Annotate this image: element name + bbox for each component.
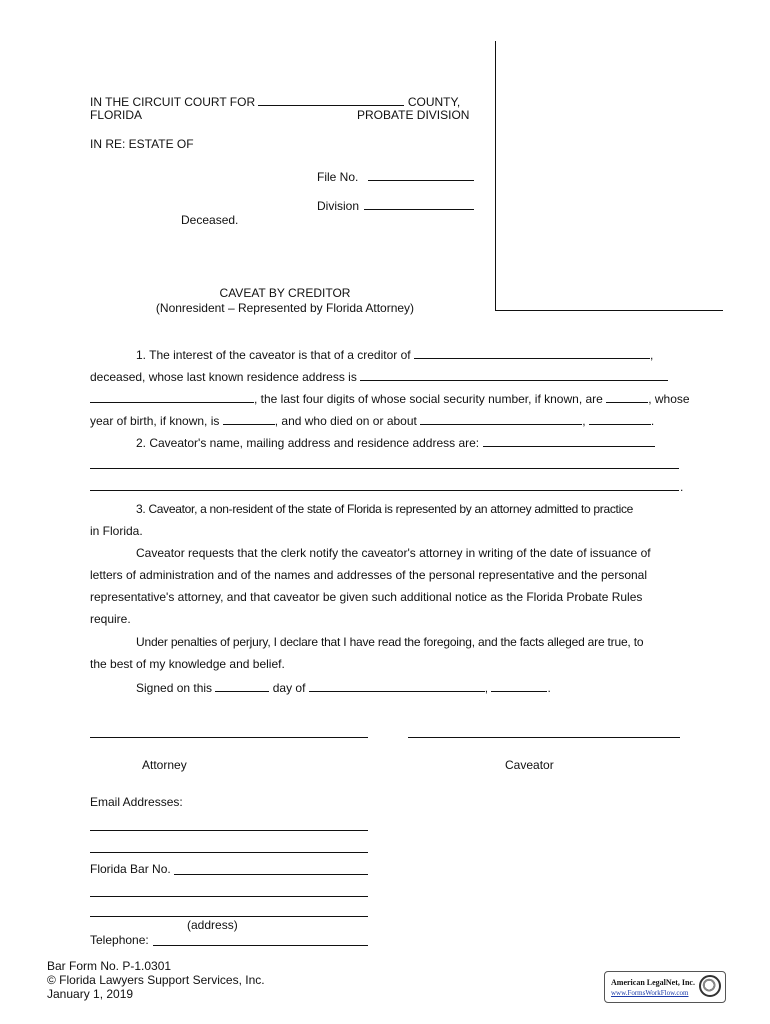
signed-text-b: day of: [272, 681, 306, 695]
p1-line2: [90, 368, 668, 384]
p1-text-c: , the last four digits of whose social security number, if known, are: [254, 392, 603, 406]
signed-year-blank[interactable]: [491, 679, 547, 692]
p3-line1: 3. Caveator, a non-resident of the state of Florida is represented by an attorney admitted to practice: [136, 502, 634, 516]
p4-line1: Caveator requests that the clerk notify the caveator's attorney in writing of the date of issuance of: [136, 546, 651, 560]
address-label: (address): [187, 918, 238, 932]
email-line-2[interactable]: [90, 852, 368, 853]
p4-line3: representative's attorney, and that caveator be given such additional notice as the Florida Probate Rules: [90, 590, 643, 604]
signed-month-blank[interactable]: [309, 679, 485, 692]
p4-line4: require.: [90, 612, 131, 626]
p1-line4: year of birth, if known, is , and who died on or about , .: [90, 414, 655, 428]
death-date-blank[interactable]: [420, 412, 582, 425]
document-subtitle: (Nonresident – Represented by Florida Attorney): [155, 301, 415, 315]
division-row: [317, 197, 474, 213]
badge-name: American LegalNet, Inc.: [611, 978, 695, 987]
address-line-2[interactable]: [90, 916, 368, 917]
address-line-1[interactable]: [90, 896, 368, 897]
death-year-blank[interactable]: [589, 412, 651, 425]
caveator-name-blank[interactable]: [483, 434, 655, 447]
caption-horizontal-rule: [495, 310, 723, 311]
court-line-prefix: IN THE CIRCUIT COURT FOR: [90, 95, 256, 109]
birth-year-blank[interactable]: [223, 412, 275, 425]
file-no-row: [317, 168, 474, 184]
court-line: [90, 93, 460, 109]
p2-period: .: [680, 480, 684, 494]
ssn-blank[interactable]: [606, 390, 648, 403]
badge-url[interactable]: www.FormsWorkFlow.com: [611, 989, 689, 997]
p1-text-c2: , whose: [648, 392, 690, 406]
p1-text-d2: , and who died on or about: [274, 414, 417, 428]
address-cont-blank[interactable]: [90, 390, 254, 403]
p5-line2: the best of my knowledge and belief.: [90, 657, 285, 671]
division-blank[interactable]: [364, 197, 474, 210]
legalnet-badge[interactable]: [604, 971, 726, 1003]
bar-no-label: Florida Bar No.: [90, 862, 171, 876]
state-label: FLORIDA: [90, 108, 143, 122]
legalnet-logo-icon: [699, 975, 721, 997]
p1-line1: 1. The interest of the caveator is that of a creditor of ,: [136, 348, 654, 362]
p2-text: 2. Caveator's name, mailing address and residence address are:: [136, 436, 480, 450]
file-no-blank[interactable]: [368, 168, 474, 181]
p3-line2: in Florida.: [90, 524, 143, 538]
p5-line1: Under penalties of perjury, I declare that I have read the foregoing, and the facts alleged are true, to: [136, 635, 644, 649]
copyright: © Florida Lawyers Support Services, Inc.: [47, 973, 265, 987]
creditor-of-blank[interactable]: [414, 346, 650, 359]
telephone-line[interactable]: [153, 945, 368, 946]
division-heading: PROBATE DIVISION: [357, 108, 470, 122]
p4-line2: letters of administration and of the names and addresses of the personal representative and the personal: [90, 568, 648, 582]
email-line-1[interactable]: [90, 830, 368, 831]
court-line-suffix: COUNTY,: [407, 95, 461, 109]
p1-text-d: year of birth, if known, is: [90, 414, 220, 428]
residence-address-blank[interactable]: [360, 368, 668, 381]
caveator-address-line-1[interactable]: [90, 468, 679, 469]
p2-line: [136, 434, 655, 450]
caveator-label: Caveator: [505, 758, 554, 772]
p1-line3: [90, 390, 690, 406]
caveator-signature-line[interactable]: [408, 737, 680, 738]
attorney-label: Attorney: [142, 758, 187, 772]
form-number: Bar Form No. P-1.0301: [47, 959, 172, 973]
form-date: January 1, 2019: [47, 987, 134, 1001]
signed-line: Signed on this day of , .: [136, 681, 551, 695]
signed-text-a: Signed on this: [136, 681, 213, 695]
p1-text-a: 1. The interest of the caveator is that of a creditor of: [136, 348, 411, 362]
signed-day-blank[interactable]: [215, 679, 269, 692]
p1-text-b: deceased, whose last known residence address is: [90, 370, 357, 384]
telephone-label: Telephone:: [90, 933, 149, 947]
division-label: Division: [317, 199, 360, 213]
caption-vertical-rule: [495, 41, 496, 311]
bar-no-line[interactable]: [174, 874, 368, 875]
caveator-address-line-2[interactable]: [90, 490, 679, 491]
deceased-label: Deceased.: [181, 213, 239, 227]
file-no-label: File No.: [317, 170, 359, 184]
attorney-signature-line[interactable]: [90, 737, 368, 738]
bar-no-row: [90, 862, 171, 876]
document-title: CAVEAT BY CREDITOR: [219, 286, 351, 300]
email-label: Email Addresses:: [90, 795, 183, 809]
county-blank[interactable]: [258, 93, 404, 106]
in-re-label: IN RE: ESTATE OF: [90, 137, 194, 151]
